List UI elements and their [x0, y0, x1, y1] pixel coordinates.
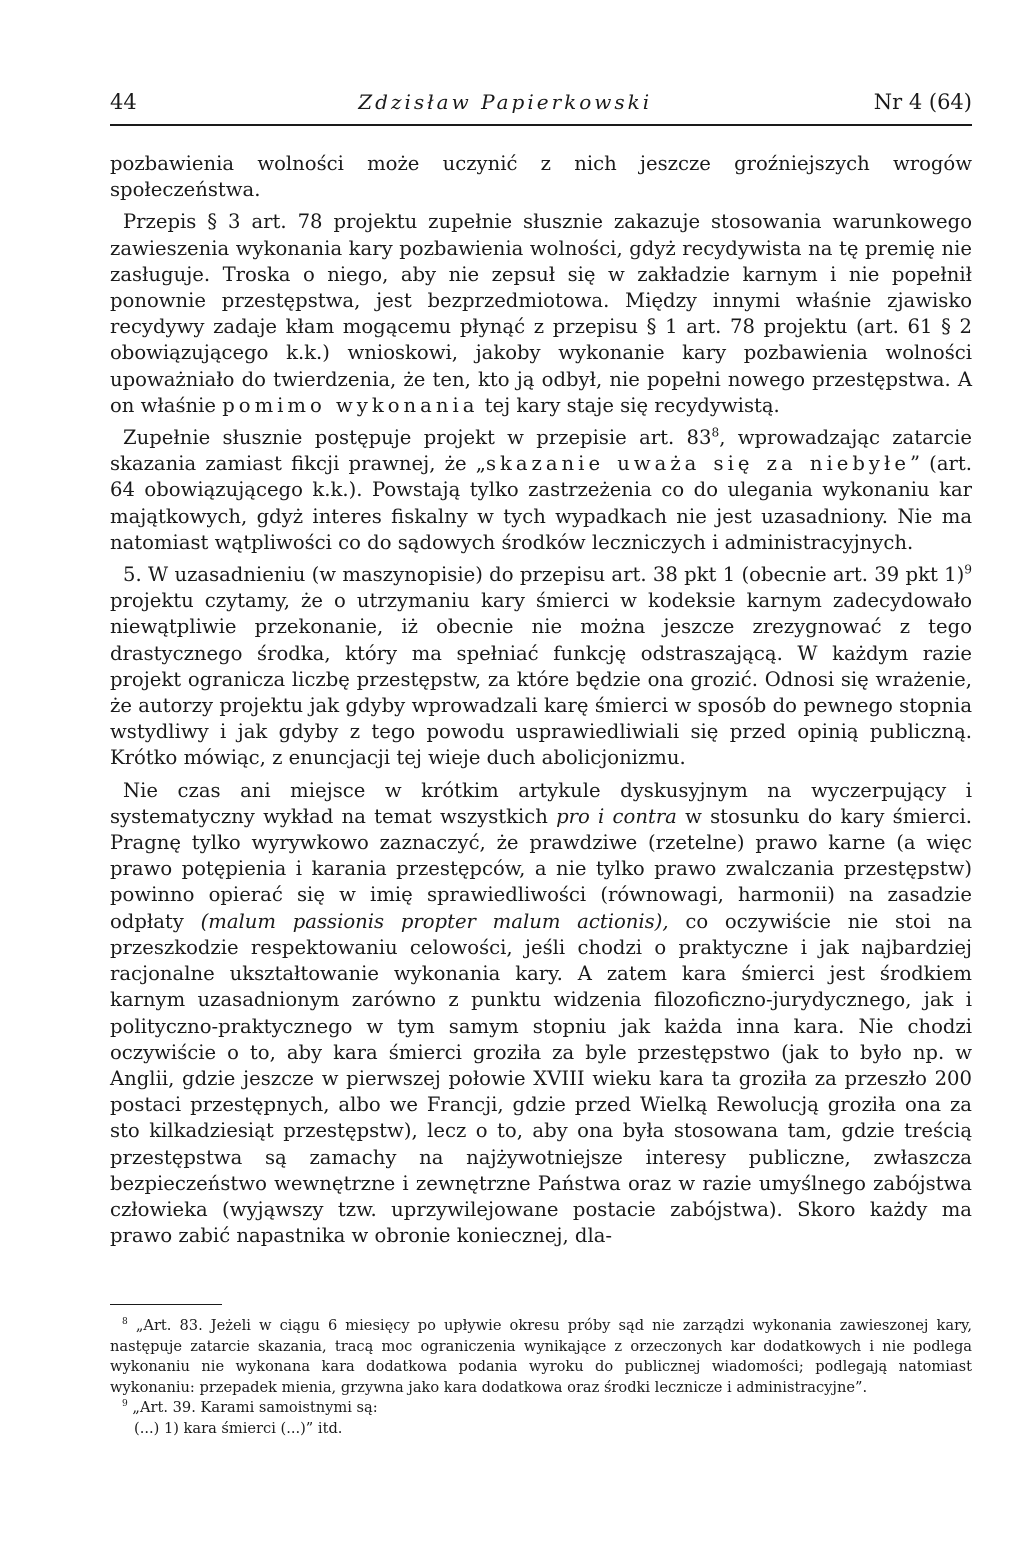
paragraph-2 [110, 209, 972, 419]
footnote-9-line-2: (...) 1) kara śmierci (...)” itd. [134, 1419, 343, 1437]
paragraph-5-text: Nie czas ani miejsce w krótkim artykule dyskusyjnym na wyczerpujący i systematyczny wykład na temat wszystkich [110, 778, 972, 828]
paragraph-3 [110, 425, 972, 556]
paragraph-3-end: ” (art. 64 obowiązującego k.k.). Powstają tylko zastrzeżenia co do ulegania wykonaniu kar majątkowych, gdyż interes fiskalny w tych wypadkach nie jest uzasadniony. Nie ma natomiast wątpliwości co do sądowych środków leczniczych i administracyjnych. [110, 452, 972, 554]
issue-number: Nr 4 (64) [873, 90, 972, 114]
paragraph-3-mid: , wprowadzając zatarcie skazania zamiast fikcji prawnej, że „ [110, 426, 972, 476]
paragraph-1: pozbawienia wolności może uczynić z nich jeszcze groźniejszych wrogów społeczeństwa. [110, 152, 972, 202]
spaced-quote: skazanie uważa się za niebyłe [485, 452, 910, 476]
paragraph-5-end: co oczywiście nie stoi na przeszkodzie respektowaniu celowości, jeśli chodzi o praktyczne i jak najbardziej racjonalne ukształtowanie wykonania kary. A zatem kara śmierci jest środkiem karnym uzasadnionym zarówno z punktu widzenia filozoficzno-jurydycznego, jak i polityczno-praktycznego w tym samym stopniu jak każda inna kara. Nie chodzi oczywiście o to, aby kara śmierci groziła za byle przestępstwo (jak to było np. w Anglii, gdzie jeszcze w pierwszej połowie XVIII wieku kara ta groziła za przeszło 200 postaci przestępnych, albo we Francji, gdzie przed Wielką Rewolucją groziła ona za sto kilkadziesiąt przestępstw), lecz o to, aby ona była stosowana tam, gdzie treścią przestępstwa są zamachy na najżywotniejsze interesy publiczne, zwłaszcza bezpieczeństwo wewnętrzne i zewnętrzne Państwa oraz w razie umyślnego zabójstwa człowieka (wyjąwszy tzw. uprzywilejowane postacie zabójstwa). Skoro każdy ma prawo zabić napastnika w obronie koniecznej, dla- [110, 909, 972, 1248]
paragraph-5-mid: w stosunku do kary śmierci. Pragnę tylko wyrywkowo zaznaczyć, że prawdziwe (rzetelne) prawo karne (a więc prawo potępienia i karania przestępców, a nie tylko prawo zwalczania przestępstw) powinno opierać się w imię sprawiedliwości (równowagi, harmonii) na zasadzie odpłaty [110, 804, 973, 933]
footnote-ref-8: 8 [711, 425, 720, 440]
footnote-9-continued [110, 1419, 972, 1440]
paragraph-4-end: projektu czytamy, że o utrzymaniu kary śmierci w kodeksie karnym zadecydowało niewątpliwie przekonanie, iż obecnie nie można jeszcze zrezygnować z tego drastycznego środka, który ma spełniać funkcję odstraszającą. W każdym razie projekt ogranicza liczbę przestępstw, za które będzie ona grozić. Odnosi się wrażenie, że autorzy projektu jak gdyby wprowadzali karę śmierci w sposób do pewnego stopnia wstydliwy i jak gdyby z tego powodu usprawiedliwiali się przed opinią publiczną. Krótko mówiąc, z enuncjacji tej wieje duch abolicjonizmu. [110, 589, 972, 770]
paragraph-4 [110, 562, 972, 772]
page-number: 44 [110, 90, 137, 114]
paragraph-3-text: Zupełnie słusznie postępuje projekt w przepisie art. 83 [123, 426, 712, 450]
paragraph-2-end: tej kary staje się recydywistą. [484, 393, 780, 417]
footnote-rule [110, 1304, 222, 1305]
running-header [110, 90, 972, 114]
footnotes [110, 1316, 972, 1440]
main-text [110, 151, 972, 1255]
spaced-emphasis: pomimo wykonania [222, 393, 479, 417]
footnote-9 [110, 1398, 972, 1419]
paragraph-2-text: Przepis § 3 art. 78 projektu zupełnie słusznie zakazuje stosowania warunkowego zawieszenia wykonania kary pozbawienia wolności, gdyż recydywista na tę premię nie zasługuje. Troska o niego, aby nie zepsuł się w zakładzie karnym i nie popełnił ponownie przestępstwa, jest bezprzedmiotowa. Między innymi właśnie zjawisko recydywy zadaje kłam mogącemu płynąć z przepisu § 1 art. 78 projektu (art. 61 § 2 obowiązującego k.k.) wnioskowi, jakoby wykonanie kary pozbawienia wolności upoważniało do twierdzenia, że ten, kto ją odbył, nie popełni nowego przestępstwa. A on właśnie [110, 210, 972, 417]
footnote-8-text: „Art. 83. Jeżeli w ciągu 6 miesięcy po upływie okresu próby sąd nie zarządzi wykonania zawieszonej kary, następuje zatarcie skazania, tracą moc ograniczenia wynikające z orzeczonych kar dodatkowych i nie podlega wykonaniu nie wykonana kara dodatkowa podania wyroku do publicznej wiadomości; podlegają natomiast wykonaniu: przepadek mienia, grzywna jako kara dodatkowa oraz środki lecznicze i administracyjne”. [110, 1317, 972, 1396]
header-rule [110, 124, 972, 126]
paragraph-4-text: 5. W uzasadnieniu (w maszynopisie) do przepisu art. 38 pkt 1 (obecnie art. 39 pkt 1) [123, 563, 965, 587]
footnote-ref-9: 9 [964, 562, 972, 577]
italic-latin: (malum passionis propter malum actionis), [200, 909, 669, 933]
footnote-9-line-1: „Art. 39. Karami samoistnymi są: [132, 1399, 378, 1417]
footnote-mark-8: 8 [122, 1317, 128, 1328]
paragraph-5 [110, 778, 972, 1250]
running-author: Zdzisław Papierkowski [358, 90, 653, 114]
footnote-8 [110, 1316, 972, 1398]
footnote-mark-9: 9 [122, 1399, 128, 1410]
italic-phrase: pro i contra [556, 804, 677, 828]
